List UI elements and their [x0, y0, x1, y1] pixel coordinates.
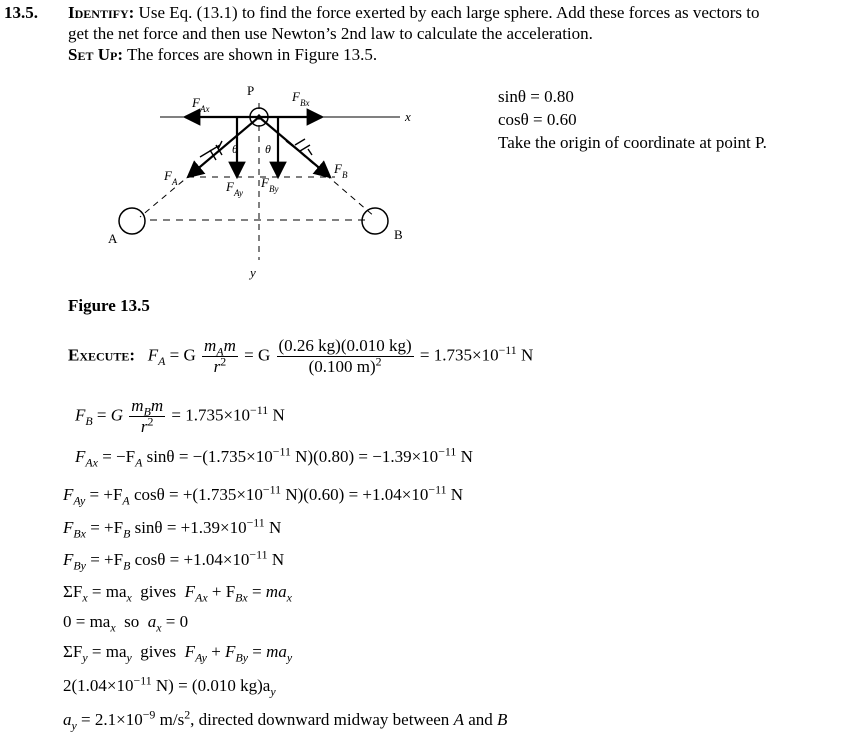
eq-FA: Execute: $F_A = G$ $\frac{m_Am}{r^2}$ = G $\frac{(0.26 kg)(0.010 kg)}{(0.100 m)^2}$ = $1.735\times 10^{-11}$ N — [68, 336, 534, 376]
vector-FA — [188, 117, 259, 177]
label-theta-1: θ — [232, 142, 238, 156]
problem-number: 13.5. — [4, 3, 38, 22]
eq-FBx: $F_{Bx} = +F_B$ $\sin\theta = +1.39\times 10^{-11}$ N — [63, 515, 282, 541]
label-FBx: $F_{Bx}$ — [292, 89, 310, 108]
identify-label: Identify: — [68, 3, 135, 22]
eq-FBy: $F_{By} = +F_B$ $\cos\theta = +1.04\times 10^{-11}$ N — [63, 547, 285, 573]
identify-text-2: get the net force and then use Newton’s 2nd law to calculate the acceleration. — [68, 24, 593, 43]
setup-text: The forces are shown in Figure 13.5. — [126, 45, 378, 64]
force-diagram — [100, 75, 440, 290]
sphere-A — [119, 208, 145, 234]
eq-FAx: $F_{Ax} = -F_A$ $\sin\theta = -(1.735\times 10^{-11}$ $N)(0.80) = -1.39\times 10^{-11}$ N — [75, 444, 473, 470]
label-FA: $F_A$ — [164, 168, 178, 187]
label-P: P — [247, 83, 255, 98]
sphere-B — [362, 208, 388, 234]
eq-two: $2(1.04\times 10^{-11}$ N) = (0.010 $kg)a_y$ — [63, 673, 276, 699]
cos-value: cosθ = 0.60 — [498, 110, 577, 129]
sin-value: sinθ = 0.80 — [498, 87, 574, 106]
identify-line — [68, 3, 759, 23]
eq-sum-fy: $\Sigma F_y = ma_y$ gives $F_{Ay} + F_{By} = ma_y$ — [63, 642, 293, 665]
label-y: y — [250, 265, 256, 280]
eq-sum-fx: $\Sigma F_x = ma_x$ gives $F_{Ax} + F_{Bx} = ma_x$ — [63, 582, 292, 605]
label-FBy: $F_{By}$ — [261, 175, 279, 194]
figure-caption: Figure 13.5 — [68, 296, 150, 315]
label-theta-2: θ — [265, 142, 271, 156]
label-FAx: $F_{Ax}$ — [192, 95, 210, 114]
setup-line — [68, 45, 377, 65]
label-FAy: $F_{Ay}$ — [226, 179, 243, 198]
label-B: B — [394, 227, 403, 242]
label-x: x — [405, 109, 411, 124]
label-FB: $F_B$ — [334, 161, 348, 180]
origin-note: Take the origin of coordinate at point P. — [498, 133, 767, 152]
setup-label: Set Up: — [68, 45, 123, 64]
eq-ay: $a_y = 2.1\times 10^{-9}$ $m/s^2$, directed downward midway between A and B — [63, 707, 508, 733]
eq-zero: $0 = ma_x$ so $a_x = 0$ — [63, 612, 189, 635]
eq-FB: $F_B = G$ $\frac{m_Bm}{r^2}$ = $1.735\times 10^{-11}$ N — [75, 396, 285, 436]
label-A: A — [108, 231, 118, 246]
eq-FAy: $F_{Ay} = +F_A$ $\cos\theta = +(1.735\times 10^{-11}$ $N)(0.60) = +1.04\times 10^{-11}$ N — [63, 482, 464, 508]
identify-text: Use Eq. (13.1) to find the force exerted by each large sphere. Add these forces as vectors to — [138, 3, 760, 22]
